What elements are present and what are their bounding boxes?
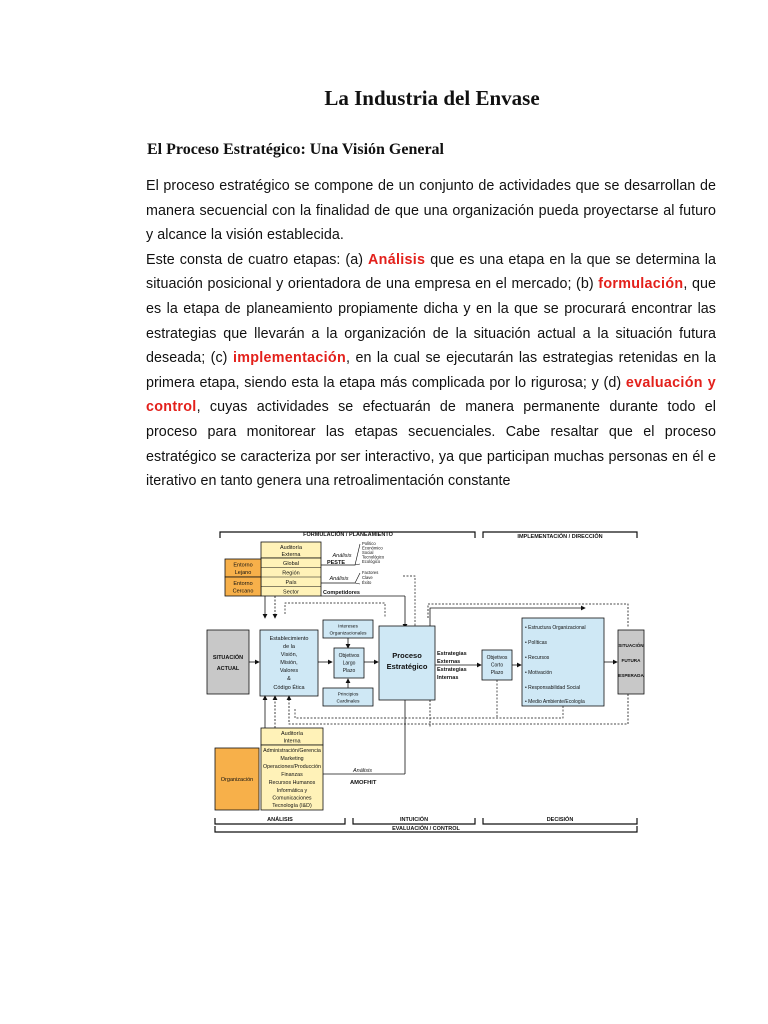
- situacion-actual-box: [207, 630, 249, 694]
- objetivos-cp-1: Objetivos: [486, 655, 508, 661]
- level-global: Global: [283, 561, 299, 567]
- objetivos-cp-box: [482, 650, 512, 680]
- estrategias-labels: [435, 651, 481, 681]
- situacion-futura-1: SITUACIÓN: [618, 643, 644, 648]
- proceso-estrategico-box: [379, 626, 435, 700]
- amofhit-label-1: Análisis: [353, 768, 372, 774]
- level-pais: País: [285, 580, 297, 586]
- est-line-1: Establecimiento: [269, 636, 309, 642]
- proceso-2: Estratégico: [386, 662, 428, 671]
- factors-item-1: Factores: [362, 570, 379, 575]
- level-sector: Sector: [283, 589, 299, 596]
- strategic-process-diagram: [205, 528, 645, 834]
- bottom-band-decision: [483, 815, 637, 824]
- impl-item-5: • Responsabilidad Social: [525, 685, 581, 691]
- bottom-decision-label: DECISIÓN: [546, 817, 574, 823]
- peste-item-1: Político: [362, 541, 376, 546]
- situacion-actual-2: ACTUAL: [216, 666, 240, 672]
- est-line-7: Código Ética: [273, 685, 305, 691]
- impl-item-6: • Medio Ambiente/Ecología: [525, 699, 585, 705]
- situacion-actual-1: SITUACIÓN: [212, 655, 244, 661]
- est-line-2: de la: [283, 644, 295, 650]
- implementation-box: [522, 618, 604, 706]
- organizacion-label: Organización: [220, 777, 254, 783]
- highlight-analisis: Análisis: [368, 251, 426, 268]
- level-region: Región: [282, 570, 300, 577]
- int-item-2: Marketing: [280, 756, 304, 762]
- organizacion-box: [215, 748, 259, 810]
- int-item-3: Operaciones/Producción: [262, 764, 322, 770]
- est-line-6: &: [287, 676, 291, 682]
- paragraph-2: [146, 248, 716, 494]
- external-audit-box: [261, 542, 321, 596]
- int-item-4: Finanzas: [281, 772, 303, 778]
- top-band-implementacion: [483, 532, 637, 540]
- int-item-7: Comunicaciones: [272, 795, 312, 802]
- p2-text-4: , en la cual se ejecutarán las estrategias retenidas en la primera etapa, siendo esta la etapa más complicada por lo rigurosa; y (d): [146, 350, 717, 391]
- principios-2: Cardinales: [336, 699, 360, 705]
- objetivos-cp-3: Plazo: [490, 670, 504, 676]
- top-band-formulacion-label: FORMULACIÓN / PLANEAMIENTO: [303, 532, 393, 538]
- int-audit-line-1: Auditoría: [280, 731, 304, 737]
- factors-item-3: Éxito: [362, 580, 372, 585]
- peste-label-2: PESTE: [326, 560, 346, 566]
- est-line-3: Visión,: [280, 652, 298, 658]
- bottom-analisis-label: ANÁLISIS: [267, 817, 293, 823]
- p2-text-5: , cuyas actividades se efectuarán de manera permanente durante todo el proceso para monitorear las etapas secuenciales. Cabe resaltar que el proceso estratégico se caracteriza por ser interactivo, ya que participan muchas personas en él e iterativo en tanto genera una retroalimentación constante: [146, 399, 716, 490]
- body-text: [146, 174, 716, 494]
- impl-item-2: • Políticas: [525, 640, 548, 646]
- entorno-cercano-box: [225, 577, 261, 596]
- int-item-8: Tecnología (I&D): [272, 803, 312, 809]
- establecimiento-box: [260, 630, 318, 696]
- bottom-eval-label: EVALUACIÓN / CONTROL: [392, 826, 460, 832]
- estrategias-3: Estrategias: [437, 667, 467, 673]
- p2-text-2: que es una etapa en la que se determina la situación posicional y orientadora de una empresa en el mercado; (b): [146, 251, 716, 293]
- impl-item-3: • Recursos: [525, 655, 550, 661]
- entorno-lejano-2: Lejano: [234, 570, 252, 576]
- est-line-5: Valores: [279, 668, 299, 674]
- situacion-futura-3: ESPERADA: [618, 673, 644, 678]
- ext-audit-line-2: Externa: [281, 552, 301, 558]
- amofhit-label-2: AMOFHIT: [350, 780, 377, 786]
- int-audit-line-2: Interna: [283, 738, 301, 745]
- peste-item-2: Económico: [362, 545, 383, 551]
- internal-audit-box: [261, 728, 323, 810]
- impl-item-4: • Motivación: [525, 670, 553, 676]
- impl-item-1: • Estructura Organizacional: [525, 625, 586, 631]
- objetivos-cp-2: Corto: [490, 662, 504, 669]
- int-item-1: Administración/Gerencia: [263, 748, 321, 754]
- ext-audit-line-1: Auditoría: [279, 545, 303, 551]
- intereses-1: Intereses: [338, 624, 358, 630]
- factors-label: Análisis: [329, 576, 349, 582]
- p2-text-3: , que es la etapa de planeamiento propiamente dicha y en la que se procurará encontrar las estrategias que llevarán a la organización de la situación actual a la situación futura deseada; (c): [146, 276, 716, 367]
- estrategias-1: Estrategias: [437, 651, 467, 657]
- section-heading: El Proceso Estratégico: Una Visión General: [147, 141, 444, 158]
- situacion-futura-box: [618, 630, 644, 694]
- amofhit-analysis: [350, 768, 377, 786]
- factors-item-2: Clave: [362, 575, 373, 580]
- situacion-futura-2: FUTURA: [621, 658, 641, 663]
- principios-1: Principios: [337, 692, 359, 698]
- paragraph-1: El proceso estratégico se compone de un conjunto de actividades que se desarrollan de manera secuencial con la finalidad de que una organización pueda proyectarse al futuro y alcance la visión establecida.: [146, 178, 716, 244]
- objetivos-lp-1: Objetivos: [338, 653, 360, 659]
- entorno-lejano-box: [225, 559, 261, 577]
- p2-text-1: Este consta de cuatro etapas: (a): [146, 251, 369, 268]
- objetivos-lp-box: [334, 648, 364, 678]
- objetivos-lp-3: Plazo: [342, 668, 356, 674]
- page-title: La Industria del Envase: [324, 86, 540, 110]
- bottom-band-intuicion: [353, 815, 475, 824]
- peste-label-1: Análisis: [332, 553, 352, 559]
- estrategias-2: Externas: [437, 659, 461, 665]
- entorno-cercano-2: Cercano: [232, 588, 254, 595]
- bottom-band-analisis: [215, 816, 345, 824]
- factors-analysis: [321, 570, 378, 585]
- est-line-4: Misión,: [280, 660, 298, 666]
- peste-analysis: [321, 541, 385, 566]
- competidores-label: Competidores: [323, 590, 360, 596]
- proceso-1: Proceso: [392, 651, 422, 660]
- highlight-formulacion: formulación: [598, 276, 684, 293]
- entorno-lejano-1: Entorno: [233, 562, 253, 569]
- int-item-5: Recursos Humanos: [268, 780, 316, 786]
- estrategias-4: Internas: [437, 675, 459, 681]
- highlight-implementacion: implementación: [232, 350, 346, 367]
- peste-item-5: Ecológico: [362, 559, 381, 564]
- peste-item-4: Tecnológico: [362, 554, 385, 560]
- top-band-implementacion-label: IMPLEMENTACIÓN / DIRECCIÓN: [517, 534, 603, 540]
- peste-item-3: Social: [362, 550, 374, 555]
- intereses-box: [323, 620, 373, 638]
- bottom-band-evaluacion: [215, 824, 637, 832]
- top-band-formulacion: [220, 530, 475, 538]
- highlight-evaluacion: evaluación y control: [146, 374, 716, 416]
- int-item-6: Informática y: [276, 788, 308, 794]
- bottom-intuicion-label: INTUICIÓN: [399, 817, 429, 823]
- objetivos-lp-2: Largo: [342, 660, 356, 667]
- entorno-cercano-1: Entorno: [233, 581, 253, 587]
- intereses-2: Organizacionales: [329, 631, 367, 637]
- principios-box: [323, 688, 373, 706]
